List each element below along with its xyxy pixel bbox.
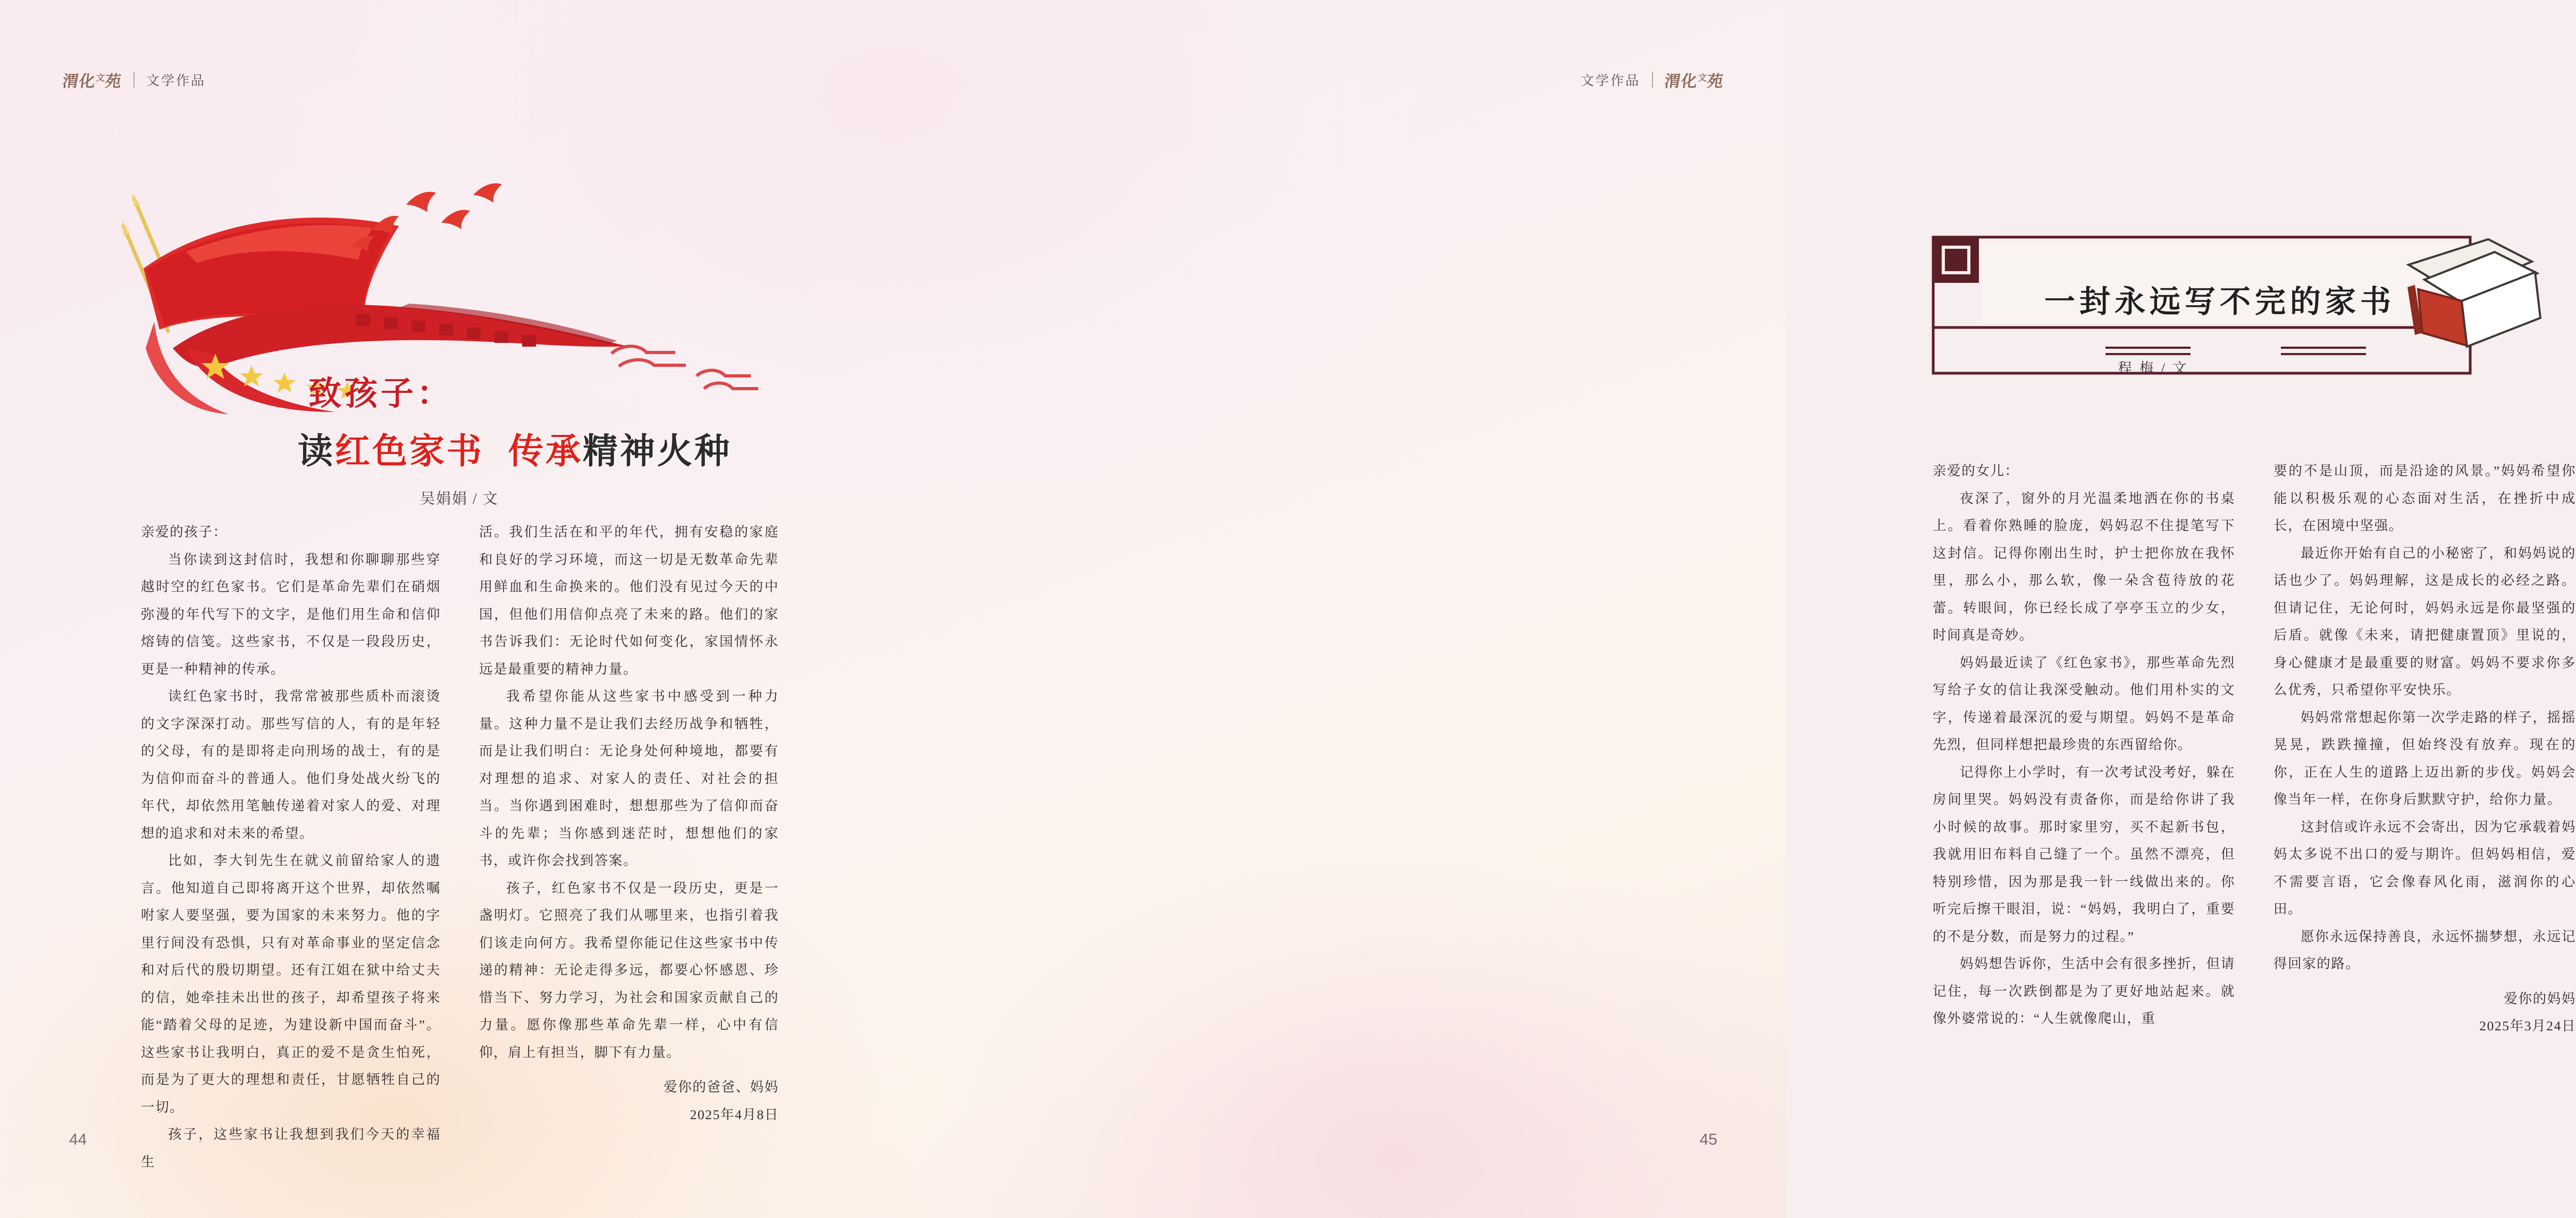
page-right	[893, 0, 2576, 1218]
title-word-inherit: 传承	[508, 432, 583, 471]
paragraph: 记得你上小学时，有一次考试没考好，躲在房间里哭。妈妈没有责备你，而是给你讲了我小时候的故事。那时家里穷，买不起新书包，我就用旧布料自己缝了一个。虽然不漂亮，但特别珍惜，因为那是我一针一线做出来的。你听完后擦干眼泪，说：“妈妈，我明白了，重要的不是分数，而是努力的过程。”	[1933, 764, 2235, 944]
article-title-line1: 致孩子：	[308, 376, 454, 412]
paragraph: 亲爱的孩子：	[141, 524, 228, 540]
signature-line: 爱你的爸爸、妈妈	[664, 1079, 779, 1095]
title-word-read: 读	[298, 432, 335, 471]
paragraph: 这封信或许永远不会寄出，因为它承载着妈妈太多说不出口的爱与期许。但妈妈相信，爱不需要言语，它会像春风化雨，滋润你的心田。	[2273, 819, 2576, 917]
signature-line: 爱你的妈妈	[2504, 990, 2576, 1006]
byline-right: 程 梅 / 文	[2118, 360, 2189, 376]
paragraph: 夜深了，窗外的月光温柔地洒在你的书桌上。看着你熟睡的脸庞，妈妈忍不住提笔写下这封信。记得你刚出生时，护士把你放在我怀里，那么小，那么软，像一朵含苞待放的花蕾。转眼间，你已经长成了亭亭玉立的少女，时间真是奇妙。	[1933, 490, 2235, 643]
paragraph: 要的不是山顶，而是沿途的风景。”妈妈希望你能以积极乐观的心态面对生活，在挫折中成长，在困境中坚强。	[2273, 463, 2576, 533]
article-title-line2	[298, 423, 776, 473]
paragraph: 愿你永远保持善良，永远怀揣梦想，永远记得回家的路。	[2273, 928, 2576, 971]
publication-logo-right: 渭化$^文$苑	[1663, 73, 1725, 90]
paragraph: 当你读到这封信时，我想和你聊聊那些穿越时空的红色家书。它们是革命先辈们在硝烟弥漫的年代写下的文字，是他们用生命和信仰熔铸的信笺。这些家书，不仅是一段段历史，更是一种精神的传承。	[141, 551, 441, 677]
publication-logo-left: 渭化$^文$苑	[61, 73, 123, 90]
running-head-divider	[133, 72, 135, 88]
signature-date: 2025年4月8日	[690, 1106, 779, 1122]
column-2-left	[479, 518, 779, 1175]
running-head-divider	[1652, 72, 1653, 88]
byline-left: 吴娟娟 / 文	[420, 491, 499, 507]
page-number-right: 45	[1699, 1131, 1717, 1148]
paragraph: 最近你开始有自己的小秘密了，和妈妈说的话也少了。妈妈理解，这是成长的必经之路。但请记住，无论何时，妈妈永远是你最坚强的后盾。就像《未来，请把健康置顶》里说的，身心健康才是最重要的财富。妈妈不要求你多么优秀，只希望你平安快乐。	[2273, 545, 2576, 698]
running-head-section-right: 文学作品	[1580, 74, 1640, 88]
paragraph: 妈妈想告诉你，生活中会有很多挫折，但请记住，每一次跌倒都是为了更好地站起来。就像外婆常说的：“人生就像爬山，重	[1933, 956, 2235, 1026]
signature-date: 2025年3月24日	[2479, 1018, 2576, 1034]
paragraph: 活。我们生活在和平的年代，拥有安稳的家庭和良好的学习环境，而这一切是无数革命先辈用鲜血和生命换来的。他们没有见过今天的中国，但他们用信仰点亮了未来的路。他们的家书告诉我们：无论时代如何变化，家国情怀永远是最重要的精神力量。	[479, 524, 779, 677]
running-head-section-left: 文学作品	[146, 74, 206, 88]
paragraph: 我希望你能从这些家书中感受到一种力量。这种力量不是让我们去经历战争和牺牲，而是让我们明白：无论身处何种境地，都要有对理想的追求、对家人的责任、对社会的担当。当你遇到困难时，想想那些为了信仰而奋斗的先辈；当你感到迷茫时，想想他们的家书，或许你会找到答案。	[479, 688, 779, 868]
article-title-right: 一封永远写不完的家书	[2044, 284, 2395, 319]
paragraph: 比如，李大钊先生在就义前留给家人的遗言。他知道自己即将离开这个世界，却依然嘱咐家人要坚强，要为国家的未来努力。他的字里行间没有恐惧，只有对革命事业的坚定信念和对后代的殷切期望。还有江姐在狱中给丈夫的信，她牵挂未出世的孩子，却希望孩子将来能“踏着父母的足迹，为建设新中国而奋斗”。这些家书让我明白，真正的爱不是贪生怕死，而是为了更大的理想和责任，甘愿牺牲自己的一切。	[141, 853, 441, 1115]
body-columns-right	[1933, 457, 2576, 1040]
body-columns-left	[141, 518, 779, 1175]
article-title-left	[298, 367, 776, 508]
running-head-left	[63, 68, 206, 91]
paragraph: 亲爱的女儿：	[1933, 463, 2019, 478]
paragraph: 孩子，红色家书不仅是一段历史，更是一盏明灯。它照亮了我们从哪里来，也指引着我们该走向何方。我希望你能记住这些家书中传递的精神：无论走得多远，都要心怀感恩、珍惜当下、努力学习，为社会和国家贡献自己的力量。愿你像那些革命先辈一样，心中有信仰，肩上有担当，脚下有力量。	[479, 880, 779, 1060]
running-head-right	[1581, 68, 1724, 91]
title-word-redletters: 红色家书	[335, 432, 484, 471]
paragraph: 读红色家书时，我常常被那些质朴而滚烫的文字深深打动。那些写信的人，有的是年轻的父母，有的是即将走向刑场的战士，有的是为信仰而奋斗的普通人。他们身处战火纷飞的年代，却依然用笔触传递着对家人的爱、对理想的追求和对未来的希望。	[141, 688, 441, 841]
column-1-right	[1933, 457, 2235, 1040]
paragraph: 妈妈常常想起你第一次学走路的样子，摇摇晃晃，跌跌撞撞，但始终没有放弃。现在的你，正在人生的道路上迈出新的步伐。妈妈会像当年一样，在你身后默默守护，给你力量。	[2273, 709, 2576, 807]
title-word-spirit: 精神火种	[583, 432, 732, 471]
page-number-left: 44	[69, 1131, 87, 1148]
column-2-right	[2273, 457, 2576, 1040]
paragraph: 妈妈最近读了《红色家书》，那些革命先烈写给子女的信让我深受触动。他们用朴实的文字，传递着最深沉的爱与期望。妈妈不是革命先烈，但同样想把最珍贵的东西留给你。	[1933, 654, 2235, 752]
column-1-left	[141, 518, 441, 1175]
paragraph: 孩子，这些家书让我想到我们今天的幸福生	[141, 1127, 441, 1170]
page-left	[0, 0, 893, 1218]
